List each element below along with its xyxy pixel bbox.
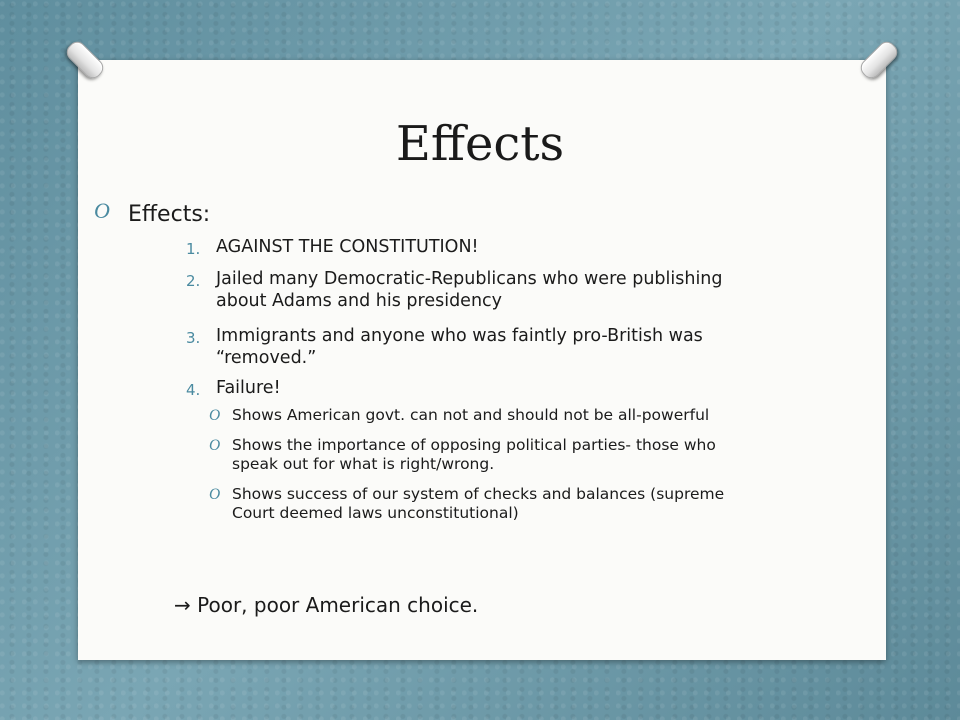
numbered-item-2-line-2: about Adams and his presidency (216, 291, 503, 311)
numbered-item-1-line-1: AGAINST THE CONSTITUTION! (216, 237, 479, 257)
sub-bullet-o-icon: O (209, 486, 221, 503)
slide-title: Effects (395, 116, 565, 172)
bullet-o-icon: O (94, 198, 110, 223)
numbered-item-3-line-1: Immigrants and anyone who was faintly pro-British was (216, 326, 703, 346)
conclusion-line (174, 593, 478, 617)
numbered-item-4-line-1: Failure! (216, 378, 281, 398)
numbered-item-2-line-1: Jailed many Democratic-Republicans who were publishing (216, 269, 723, 289)
main-bullet: Effects: (128, 202, 211, 227)
sub-bullet-o-icon: O (209, 407, 221, 424)
sub-bullet-3-line-2: Court deemed laws unconstitutional) (232, 504, 519, 522)
number-1: 1. (186, 240, 201, 258)
sub-bullet-1-line-1: Shows American govt. can not and should not be all-powerful (232, 406, 710, 424)
number-2: 2. (186, 272, 201, 290)
sub-bullet-2-line-1: Shows the importance of opposing political parties- those who (232, 436, 716, 454)
number-3: 3. (186, 329, 201, 347)
numbered-item-3-line-2: “removed.” (216, 348, 317, 368)
sub-bullet-2-line-2: speak out for what is right/wrong. (232, 455, 495, 473)
sub-bullet-o-icon: O (209, 437, 221, 454)
number-4: 4. (186, 381, 201, 399)
right-arrow-icon: → (174, 593, 191, 617)
sub-bullet-3-line-1: Shows success of our system of checks and balances (supreme (232, 485, 725, 503)
conclusion-text: Poor, poor American choice. (197, 593, 479, 617)
